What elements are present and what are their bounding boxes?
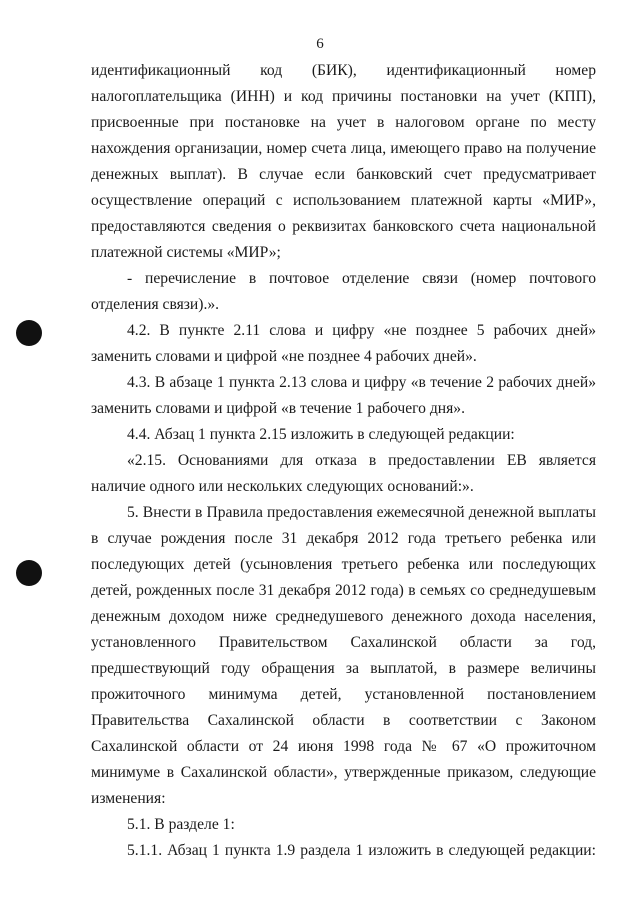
paragraph-item-4-4: 4.4. Абзац 1 пункта 2.15 изложить в следующей редакции: [127,426,515,443]
document-body [91,58,596,864]
paragraph-item-4-3: 4.3. В абзаце 1 пункта 2.13 слова и цифру «в течение 2 рабочих дней» заменить словами и цифрой «в течение 1 рабочего дня». [91,374,596,417]
binder-hole-mark-bottom [16,560,42,586]
binder-hole-mark-top [16,320,42,346]
paragraph-continuation-bank-details: идентификационный код (БИК), идентификационный номер налогоплательщика (ИНН) и код причины постановки на учет (КПП), присвоенные при постановке на учет в налоговом органе по месту нахождения организации, номер счета лица, имеющего право на получение денежных выплат). В случае если банковский счет предусматривает осуществление операций с использованием платежной карты «МИР», предоставляются сведения о реквизитах банковского счета национальной платежной системы «МИР»; [91,62,596,261]
paragraph-item-4-2: 4.2. В пункте 2.11 слова и цифру «не позднее 5 рабочих дней» заменить словами и цифрой «не позднее 4 рабочих дней». [91,322,596,365]
paragraph-item-5-1-1: 5.1.1. Абзац 1 пункта 1.9 раздела 1 изложить в следующей редакции: [127,842,596,859]
page-number: 6 [316,36,324,52]
paragraph-postal-transfer: - перечисление в почтовое отделение связи (номер почтового отделения связи).». [91,270,596,313]
paragraph-item-2-15-quote: «2.15. Основаниями для отказа в предоставлении ЕВ является наличие одного или нескольких следующих оснований:». [91,452,596,495]
paragraph-item-5-1: 5.1. В разделе 1: [127,816,235,833]
paragraph-item-5: 5. Внести в Правила предоставления ежемесячной денежной выплаты в случае рождения после 31 декабря 2012 года третьего ребенка или последующих детей (усыновления третьего ребенка или последующих детей, рожденных после 31 декабря 2012 года) в семьях со среднедушевым денежным доходом ниже среднедушевого денежного дохода населения, установленного Правительством Сахалинской области за год, предшествующий году обращения за выплатой, в размере величины прожиточного минимума детей, установленной постановлением Правительства Сахалинской области в соответствии с Законом Сахалинской области от 24 июня 1998 года № 67 «О прожиточном минимуме в Сахалинской области», утвержденные приказом, следующие изменения: [91,504,596,807]
